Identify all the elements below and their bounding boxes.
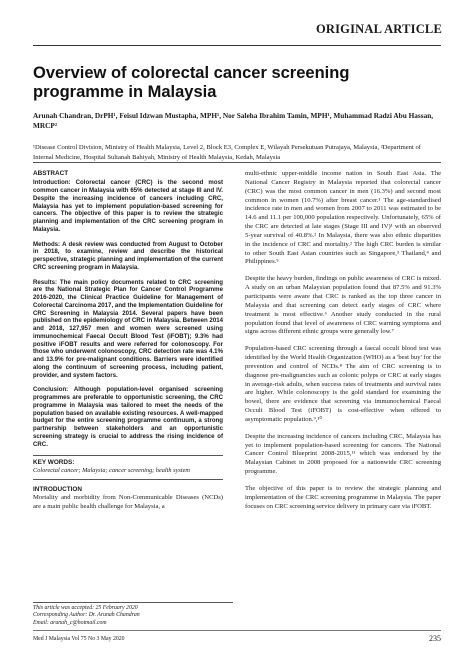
accepted-date: This article was accepted: 25 February 2020	[33, 605, 138, 611]
footer-divider	[33, 630, 441, 631]
header-divider	[33, 45, 441, 46]
body-paragraph: Despite the heavy burden, findings on public awareness of CRC is mixed. A study on an urban Malaysian population found that 87.5% and 91.3% participants were aware that CRC is ranked as the top three cancer in Malaysia and that screening can detect early stages of CRC where treatment is most effective.⁶ Another study conducted in the rural population found that level of awareness of CRC warning symptoms and signs across different ethnic groups were generally low.⁷	[245, 275, 441, 336]
article-type-label: ORIGINAL ARTICLE	[315, 22, 442, 36]
body-paragraph: The objective of this paper is to review the strategic planning and implementation of the CRC screening programme in Malaysia. The paper focuses on CRC screening service delivery in primary care via iFOBT.	[245, 485, 441, 510]
right-column	[245, 170, 441, 520]
abstract-methods: Methods: A desk review was conducted from August to October in 2018, to examine, review and describe the historical perspective, strategic planning and implementation of the current CRC screening program in Malaysia.	[33, 240, 223, 271]
abstract-heading: ABSTRACT	[33, 170, 69, 177]
left-column	[33, 170, 223, 512]
abstract-conclusion: Conclusion: Although population-level organised screening programmes are preferable to opportunistic screening, the CRC programme in Malaysia was tailored to meet the needs of the population based on available existing resources. A well-mapped budget for the entire screening programme continuum, a strong partnership between stakeholders and an opportunistic screening strategy is crucial to address the rising incidence of CRC.	[33, 386, 223, 448]
body-paragraph: multi-ethnic upper-middle income nation in South East Asia. The National Cancer Registry in Malaysia reported that colorectal cancer (CRC) was the most common cancer in men (16.3%) and second most common in women (10.7%) after breast cancer.¹ The age-standardised incidence rate in men and women from 2007 to 2011 was estimated to be 14.6 and 11.1 per 100,000 population respectively. Unfortunately, 65% of the CRC are detected at late stages (Stage III and IV)¹ with an observed 5-year survival of 40.8%.² In Malaysia, there was also ethnic disparities in the incidence of CRC and mortality.² The high CRC burden is similar to other South East Asian countries such as Singapore,³ Thailand,⁴ and Philippines.⁵	[245, 170, 441, 266]
abstract-introduction: Introduction: Colorectal cancer (CRC) is the second most common cancer in Malaysia with 65% detected at stage III and IV. Despite the increasing incidence of cancers including CRC, Malaysia has yet to implement population-based screening for cancers. The objective of this paper is to review the strategic planning and implementation of the CRC screening program in Malaysia.	[33, 179, 223, 233]
page-number: 235	[429, 634, 441, 643]
introduction-text: Mortality and morbidity from Non-Communicable Diseases (NCDs) are a main public health challenge for Malaysia, a	[33, 494, 223, 510]
article-title: Overview of colorectal cancer screening programme in Malaysia	[33, 64, 350, 101]
author-email: Email: arunah_c@hotmail.com	[33, 619, 107, 626]
affiliations-divider	[33, 162, 441, 163]
abstract-results: Results: The main policy documents related to CRC screening are the National Strategic Plan for Cancer Control Programme 2016-2020, the Clinical Practice Guideline for Management of Colorectal Carcinoma 2017, and the Implementation Guideline for CRC Screening in Malaysia 2014. Several papers have been published on the epidemiology of CRC in Malaysia. Between 2014 and 2018, 127,957 men and women were screened using immunochemical Faecal Occult Blood Test (iFOBT); 9.3% had positive iFOBT results and were referred for colonoscopy. For those who underwent colonoscopy, CRC detection rate was 4.1% and 13.9% for pre-malignant conditions. Barriers were identified along the continuum of screening process, including patient, provider, and system factors.	[33, 278, 223, 379]
introduction-heading: INTRODUCTION	[33, 486, 82, 494]
author-affiliations: ¹Disease Control Division, Ministry of Health Malaysia, Level 2, Block E3, Complex E, Wilayah Persekutuan Putrajaya, Malaysia, ²Department of Internal Medicine, Hospital Sultanah Bahiyah, Ministry of Health Malaysia, Kedah, Malaysia	[33, 144, 421, 161]
corresponding-author: Corresponding Author: Dr. Arunah Chandran	[33, 612, 140, 619]
keywords-text: Colorectal cancer; Malaysia; cancer screening; health system	[33, 467, 190, 475]
author-list: Arunah Chandran, DrPH¹, Feisul Idzwan Mustapha, MPH¹, Nor Saleha Ibrahim Tamin, MPH¹, Muhammad Radzi Abu Hassan, MRCP²	[33, 111, 434, 130]
keywords-heading: KEY WORDS:	[33, 459, 75, 467]
body-paragraph: Despite the increasing incidence of cancers including CRC, Malaysia has yet to implement population-based screening for cancers. The National Cancer Control Blueprint 2008-2015,¹¹ which was endorsed by the Malaysian Cabinet in 2008 proposed for a nationwide CRC screening programme.	[245, 432, 441, 476]
article-footnote	[33, 602, 233, 627]
keywords-box	[33, 455, 223, 480]
journal-citation: Med J Malaysia Vol 75 No 3 May 2020	[33, 636, 125, 642]
body-paragraph: Population-based CRC screening through a faecal occult blood test was identified by the World Health Organization (WHO) as a 'best buy' for the prevention and control of NCDs.⁸ The aim of CRC screening is to diagnose pre-malignancies such as colonic polyps or CRC at early stages in average-risk adults, when success rates of treatments and survival rates are higher. While colonoscopy is the gold standard for examining the bowel, there are evidence that screening via immunochemical Faecal Occult Blood Test (iFOBT) is cost-effective when offered to asymptomatic population.⁹,¹⁰	[245, 345, 441, 423]
